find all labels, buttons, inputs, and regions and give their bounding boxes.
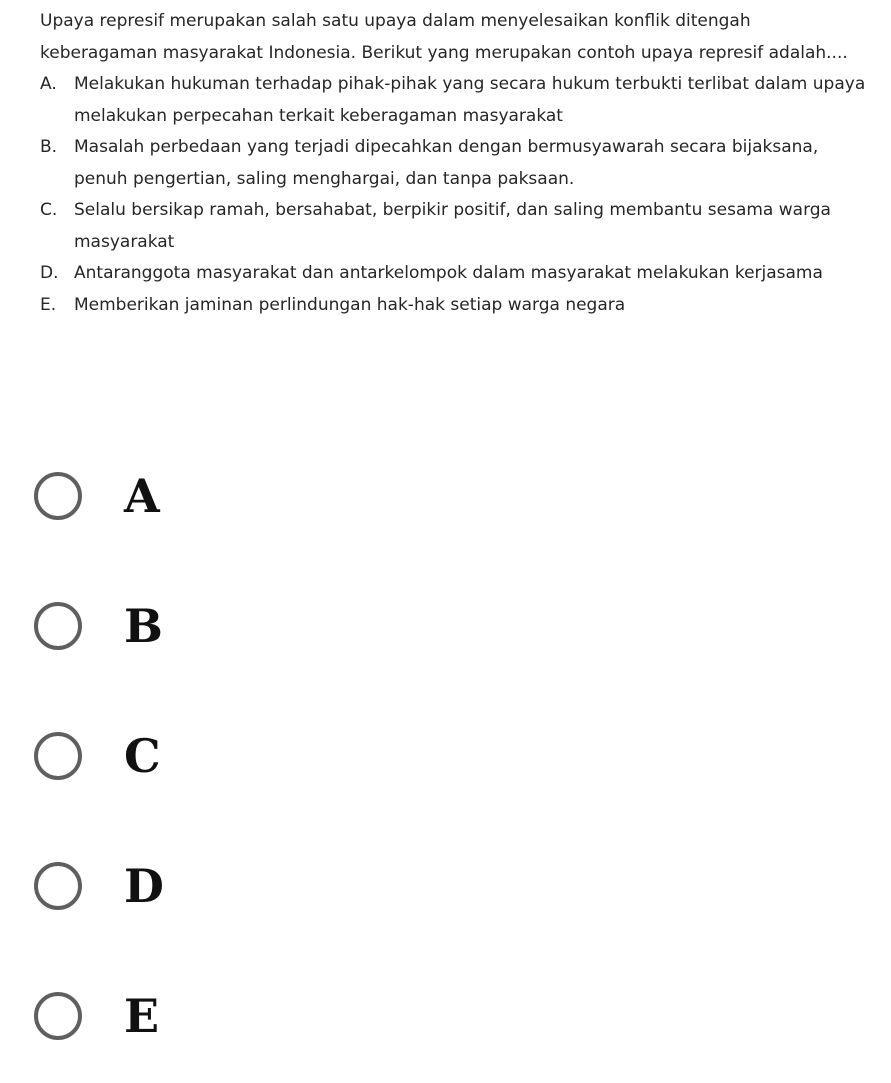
question-option-c [40,195,870,258]
answer-choices [34,464,534,1048]
question-block [40,6,870,321]
radio-button-d[interactable] [34,862,82,910]
answer-choice-label: A [124,469,160,523]
radio-button-b[interactable] [34,602,82,650]
option-letter: C. [40,200,58,220]
answer-choice-c[interactable] [34,724,534,788]
option-letter: E. [40,294,57,315]
radio-button-a[interactable] [34,472,82,520]
option-text: Selalu bersikap ramah, bersahabat, berpikir positif, dan saling membantu sesama warga masyarakat [74,200,831,252]
option-text: Memberikan jaminan perlindungan hak-hak setiap warga negara [74,294,626,315]
option-text: Masalah perbedaan yang terjadi dipecahkan dengan bermusyawarah secara bijaksana, penuh pengertian, saling menghargai, dan tanpa paksaan. [74,137,819,189]
answer-choice-label: C [124,729,161,783]
answer-choice-d[interactable] [34,854,534,918]
answer-choice-label: B [124,599,163,653]
radio-button-c[interactable] [34,732,82,780]
answer-choice-a[interactable] [34,464,534,528]
answer-choice-label: D [124,859,164,913]
answer-choice-label: E [124,989,160,1043]
radio-button-e[interactable] [34,992,82,1040]
question-option-a [40,69,870,132]
question-text: Upaya represif merupakan salah satu upaya dalam menyelesaikan konflik ditengah keberagaman masyarakat Indonesia. Berikut yang merupakan contoh upaya represif adalah.... [40,11,848,63]
answer-choice-e[interactable] [34,984,534,1048]
question-option-e [40,290,870,322]
option-letter: B. [40,137,58,157]
question-options-list [40,69,870,321]
answer-choice-b[interactable] [34,594,534,658]
option-text: Melakukan hukuman terhadap pihak-pihak yang secara hukum terbukti terlibat dalam upaya melakukan perpecahan terkait keberagaman masyarakat [74,74,866,126]
question-option-d [40,258,870,290]
question-option-b [40,132,870,195]
option-letter: D. [40,263,59,283]
option-letter: A. [40,74,57,94]
option-text: Antaranggota masyarakat dan antarkelompok dalam masyarakat melakukan kerjasama [74,263,823,283]
